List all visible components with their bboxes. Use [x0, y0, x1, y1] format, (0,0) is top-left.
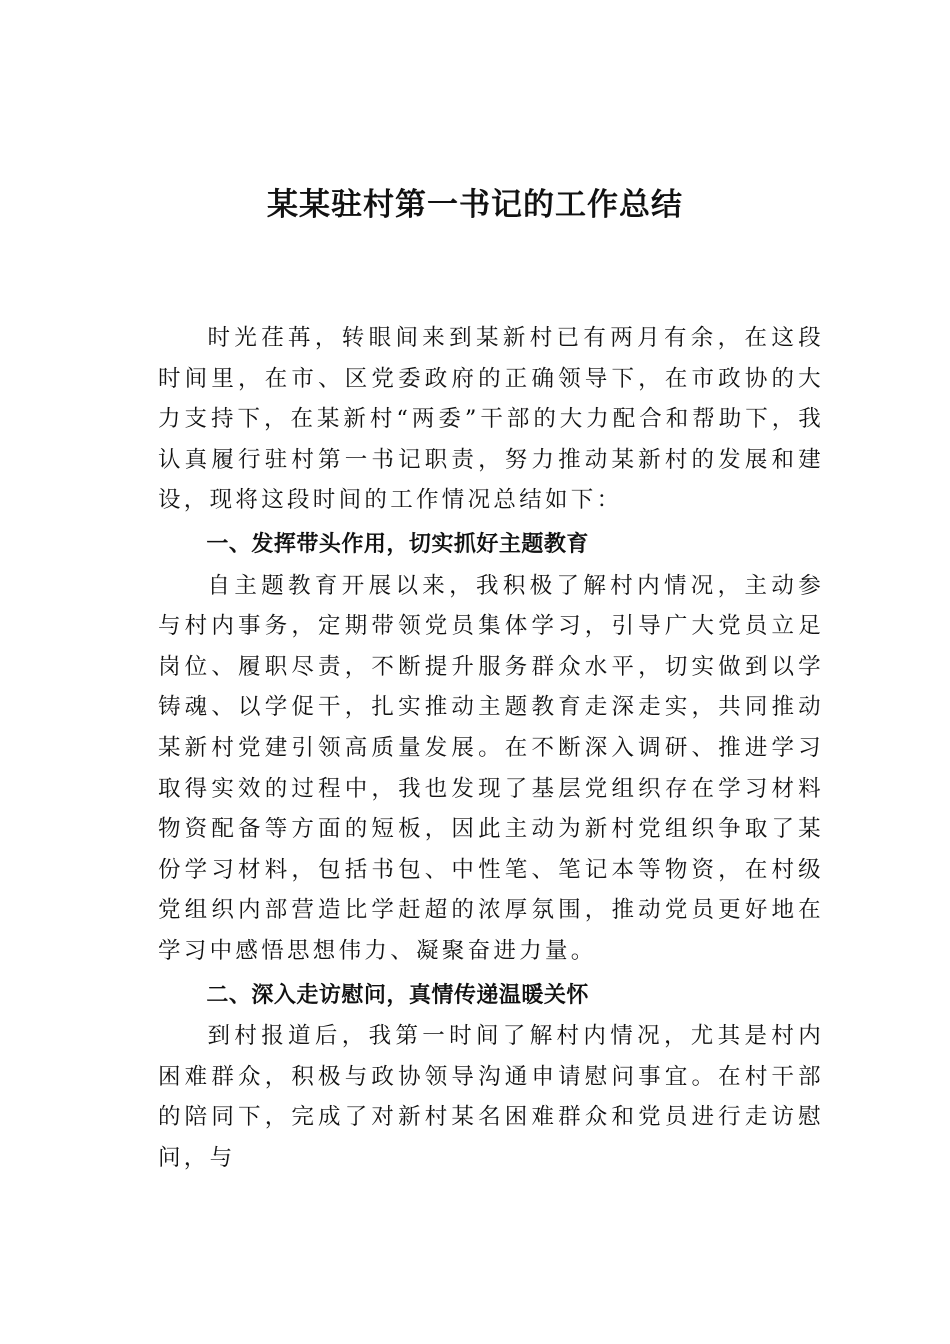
document-title: 某某驻村第一书记的工作总结 — [267, 187, 683, 223]
section-paragraph: 自主题教育开展以来，我积极了解村内情况，主动参与村内事务，定期带领党员集体学习，引导广大党员立足岗位、履职尽责，不断提升服务群众水平，切实做到以学铸魂、以学促干，扎实推动主题教育走深走实，共同推动某新村党建引领高质量发展。在不断深入调研、推进学习取得实效的过程中，我也发现了基层党组织存在学习材料物资配备等方面的短板，因此主动为新村党组织争取了某份学习材料，包括书包、中性笔、笔记本等物资，在村级党组织内部营造比学赶超的浓厚氛围，推动党员更好地在学习中感悟思想伟力、凝聚奋进力量。 — [158, 572, 824, 964]
section-heading: 二、深入走访慰问，真情传递温暖关怀 — [206, 982, 589, 1008]
document-body — [158, 318, 824, 1178]
section-2 — [158, 976, 824, 1179]
intro-paragraph: 时光荏苒，转眼间来到某新村已有两月有余，在这段时间里，在市、区党委政府的正确领导下，在市政协的大力支持下，在某新村“两委”干部的大力配合和帮助下，我认真履行驻村第一书记职责，努力推动某新村的发展和建设，现将这段时间的工作情况总结如下： — [158, 325, 824, 514]
section-heading: 一、发挥带头作用，切实抓好主题教育 — [206, 531, 589, 557]
section-paragraph: 到村报道后，我第一时间了解村内情况，尤其是村内困难群众，积极与政协领导沟通申请慰问事宜。在村干部的陪同下，完成了对新村某名困难群众和党员进行走访慰问，与 — [158, 1023, 824, 1171]
section-1 — [158, 525, 824, 972]
